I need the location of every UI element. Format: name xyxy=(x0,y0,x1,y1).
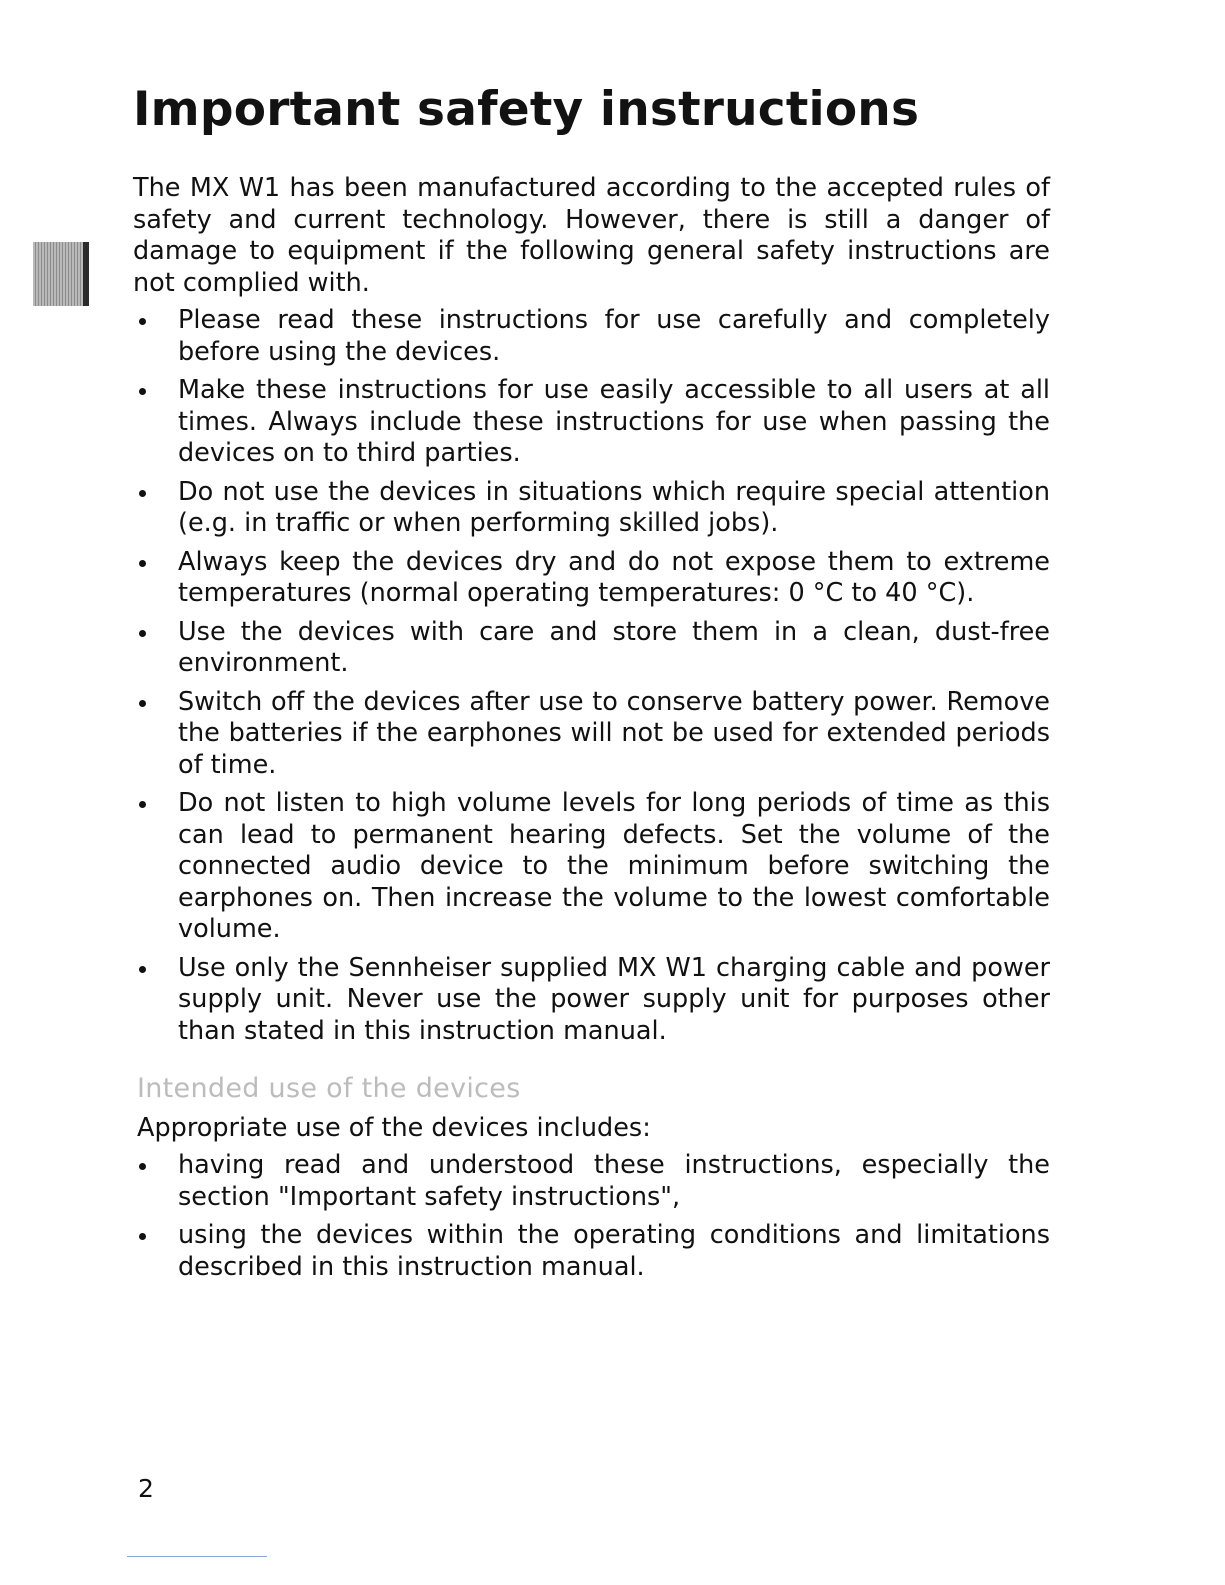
safety-intro-paragraph: The MX W1 has been manufactured according to the accepted rules of safety and current technology. However, there is still a danger of damage to equipment if the following general safety instructions are not complied with. xyxy=(133,173,1050,298)
safety-item: Please read these instructions for use carefully and completely before using the devices. xyxy=(133,305,1050,368)
intended-use-list xyxy=(133,1150,1050,1283)
safety-item: Do not use the devices in situations which require special attention (e.g. in traffic or when performing skilled jobs). xyxy=(133,477,1050,540)
safety-item: Use only the Sennheiser supplied MX W1 charging cable and power supply unit. Never use the power supply unit for purposes other than stated in this instruction manual. xyxy=(133,953,1050,1048)
safety-item: Do not listen to high volume levels for long periods of time as this can lead to permanent hearing defects. Set the volume of the connected audio device to the minimum before switching the earphones on. Then increase the volume to the lowest comfortable volume. xyxy=(133,788,1050,946)
safety-instructions-list xyxy=(133,305,1050,1047)
chapter-tab-marker xyxy=(33,242,89,306)
page-title: Important safety instructions xyxy=(133,82,920,137)
safety-item: Use the devices with care and store them in a clean, dust-free environment. xyxy=(133,617,1050,680)
page-content xyxy=(133,173,1050,1290)
bottom-rule xyxy=(127,1556,267,1557)
intended-use-item: using the devices within the operating conditions and limitations described in this instruction manual. xyxy=(133,1220,1050,1283)
safety-item: Switch off the devices after use to conserve battery power. Remove the batteries if the earphones will not be used for extended periods of time. xyxy=(133,687,1050,782)
intended-use-intro: Appropriate use of the devices includes: xyxy=(137,1112,651,1143)
safety-item: Always keep the devices dry and do not expose them to extreme temperatures (normal operating temperatures: 0 °C to 40 °C). xyxy=(133,547,1050,610)
intended-use-item: having read and understood these instructions, especially the section "Important safety instructions", xyxy=(133,1150,1050,1213)
intended-use-heading: Intended use of the devices xyxy=(137,1073,521,1104)
safety-item: Make these instructions for use easily accessible to all users at all times. Always include these instructions for use when passing the devices on to third parties. xyxy=(133,375,1050,470)
page-number: 2 xyxy=(138,1474,154,1503)
